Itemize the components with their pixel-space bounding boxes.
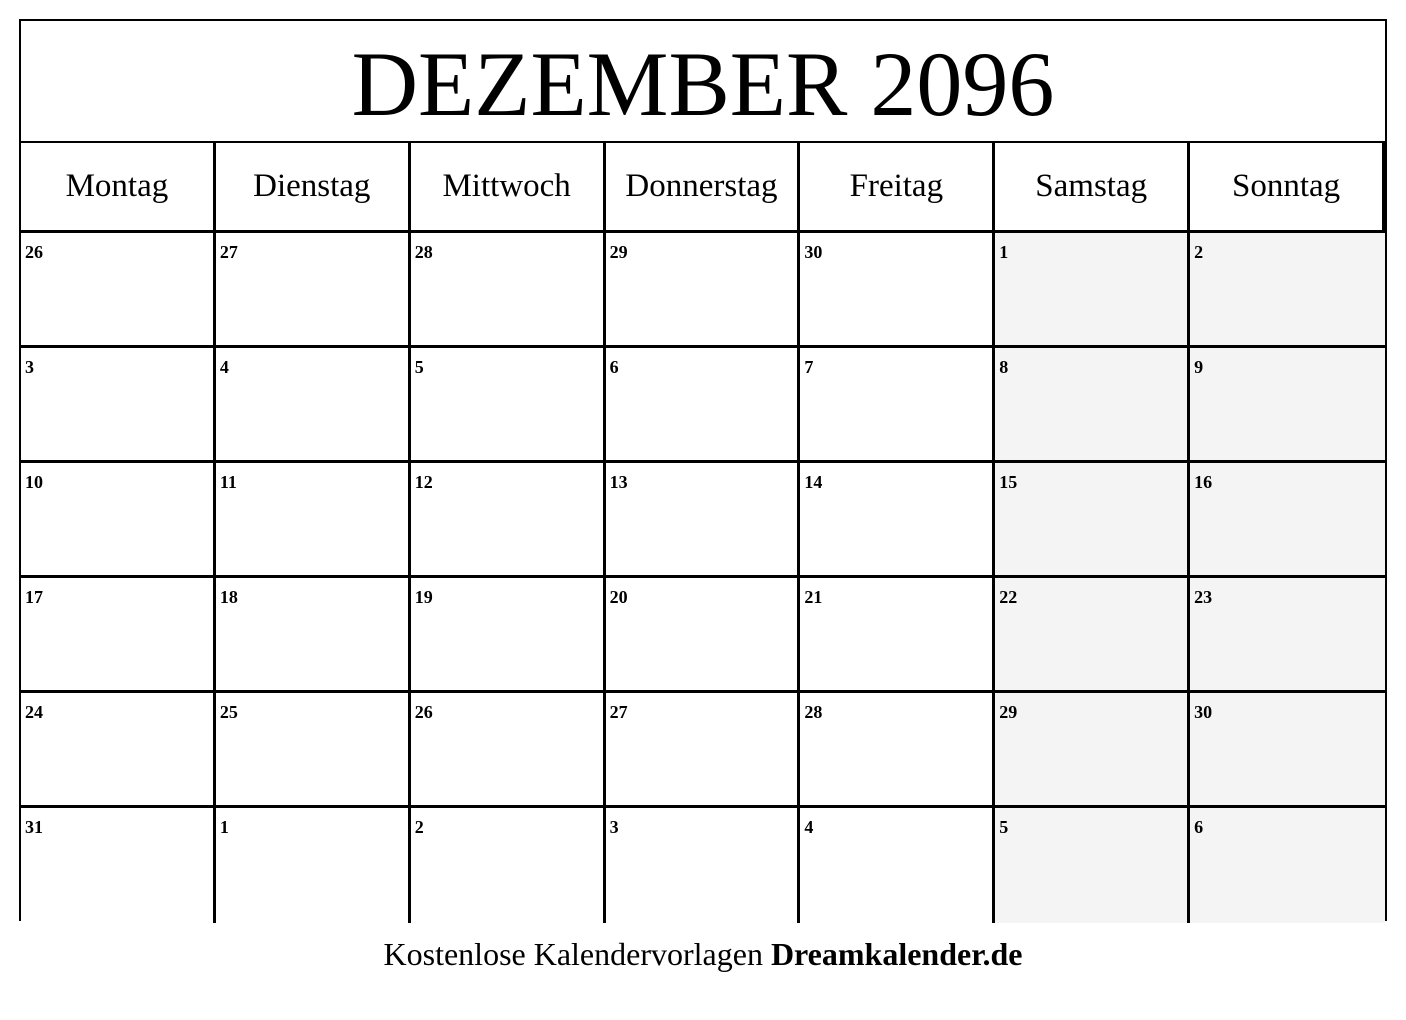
- day-cell: [411, 578, 606, 693]
- day-cell: [995, 233, 1190, 348]
- day-cell: [606, 578, 801, 693]
- day-number: 12: [414, 472, 433, 492]
- day-cell: [216, 463, 411, 578]
- day-cell: [800, 693, 995, 808]
- day-number: 17: [25, 587, 43, 607]
- day-number: 28: [414, 242, 433, 262]
- footer-brand: Dreamkalender.de: [770, 936, 1023, 972]
- day-cell: [995, 463, 1190, 578]
- calendar: [19, 19, 1387, 921]
- day-cell: [995, 578, 1190, 693]
- day-number: 1: [219, 817, 229, 837]
- day-cell: [606, 808, 801, 923]
- day-number: 5: [414, 357, 424, 377]
- footer: [0, 936, 1406, 973]
- day-number: 22: [999, 587, 1018, 607]
- day-cell: [800, 578, 995, 693]
- day-number: 3: [25, 357, 34, 377]
- day-number: 6: [609, 357, 619, 377]
- page-title: DEZEMBER 2096: [351, 33, 1055, 135]
- day-number: 20: [609, 587, 628, 607]
- day-cell: [216, 348, 411, 463]
- day-cell: [800, 808, 995, 923]
- weekday-header-sonntag: Sonntag: [1190, 143, 1385, 233]
- day-cell: [21, 233, 216, 348]
- day-cell: [21, 348, 216, 463]
- day-number: 2: [1194, 242, 1204, 262]
- day-cell: [411, 463, 606, 578]
- day-cell: [606, 233, 801, 348]
- day-cell: [216, 233, 411, 348]
- day-number: 26: [25, 242, 43, 262]
- day-number: 5: [999, 817, 1009, 837]
- day-cell: [411, 348, 606, 463]
- day-number: 14: [804, 472, 823, 492]
- day-cell: [1190, 348, 1385, 463]
- day-number: 6: [1194, 817, 1204, 837]
- day-number: 7: [804, 357, 814, 377]
- day-cell: [995, 808, 1190, 923]
- day-cell: [800, 233, 995, 348]
- day-number: 30: [1194, 702, 1213, 722]
- weekday-header-donnerstag: Donnerstag: [606, 143, 801, 233]
- day-cell: [216, 578, 411, 693]
- title-bar: [21, 21, 1385, 143]
- day-number: 19: [414, 587, 433, 607]
- day-cell: [21, 693, 216, 808]
- weekday-header-mittwoch: Mittwoch: [411, 143, 606, 233]
- day-number: 31: [25, 817, 43, 837]
- weekday-header-samstag: Samstag: [995, 143, 1190, 233]
- day-number: 3: [609, 817, 619, 837]
- weekday-header-freitag: Freitag: [800, 143, 995, 233]
- day-number: 10: [25, 472, 43, 492]
- day-number: 26: [414, 702, 433, 722]
- day-number: 27: [609, 702, 628, 722]
- day-cell: [411, 808, 606, 923]
- footer-text: Kostenlose Kalendervorlagen: [383, 936, 763, 972]
- day-number: 4: [219, 357, 229, 377]
- day-cell: [411, 693, 606, 808]
- day-cell: [411, 233, 606, 348]
- day-number: 28: [804, 702, 823, 722]
- day-number: 24: [25, 702, 43, 722]
- day-cell: [606, 693, 801, 808]
- day-number: 27: [219, 242, 238, 262]
- day-cell: [995, 693, 1190, 808]
- day-cell: [995, 348, 1190, 463]
- day-number: 2: [414, 817, 424, 837]
- day-number: 30: [804, 242, 823, 262]
- day-number: 13: [609, 472, 628, 492]
- day-number: 1: [999, 242, 1009, 262]
- day-cell: [1190, 808, 1385, 923]
- day-cell: [606, 463, 801, 578]
- day-cell: [800, 463, 995, 578]
- weekday-header-dienstag: Dienstag: [216, 143, 411, 233]
- day-number: 9: [1194, 357, 1204, 377]
- day-number: 18: [219, 587, 238, 607]
- day-cell: [1190, 463, 1385, 578]
- day-number: 4: [804, 817, 814, 837]
- day-number: 16: [1194, 472, 1213, 492]
- day-number: 11: [219, 472, 237, 492]
- day-number: 8: [999, 357, 1009, 377]
- day-cell: [606, 348, 801, 463]
- day-cell: [1190, 578, 1385, 693]
- day-number: 15: [999, 472, 1018, 492]
- day-cell: [21, 578, 216, 693]
- day-cell: [216, 808, 411, 923]
- day-cell: [21, 463, 216, 578]
- weekday-header-montag: Montag: [21, 143, 216, 233]
- day-number: 25: [219, 702, 238, 722]
- calendar-grid: [21, 143, 1385, 923]
- day-number: 23: [1194, 587, 1213, 607]
- day-number: 29: [609, 242, 628, 262]
- day-number: 29: [999, 702, 1018, 722]
- day-cell: [1190, 693, 1385, 808]
- day-cell: [1190, 233, 1385, 348]
- day-cell: [216, 693, 411, 808]
- day-cell: [800, 348, 995, 463]
- day-number: 21: [804, 587, 823, 607]
- day-cell: [21, 808, 216, 923]
